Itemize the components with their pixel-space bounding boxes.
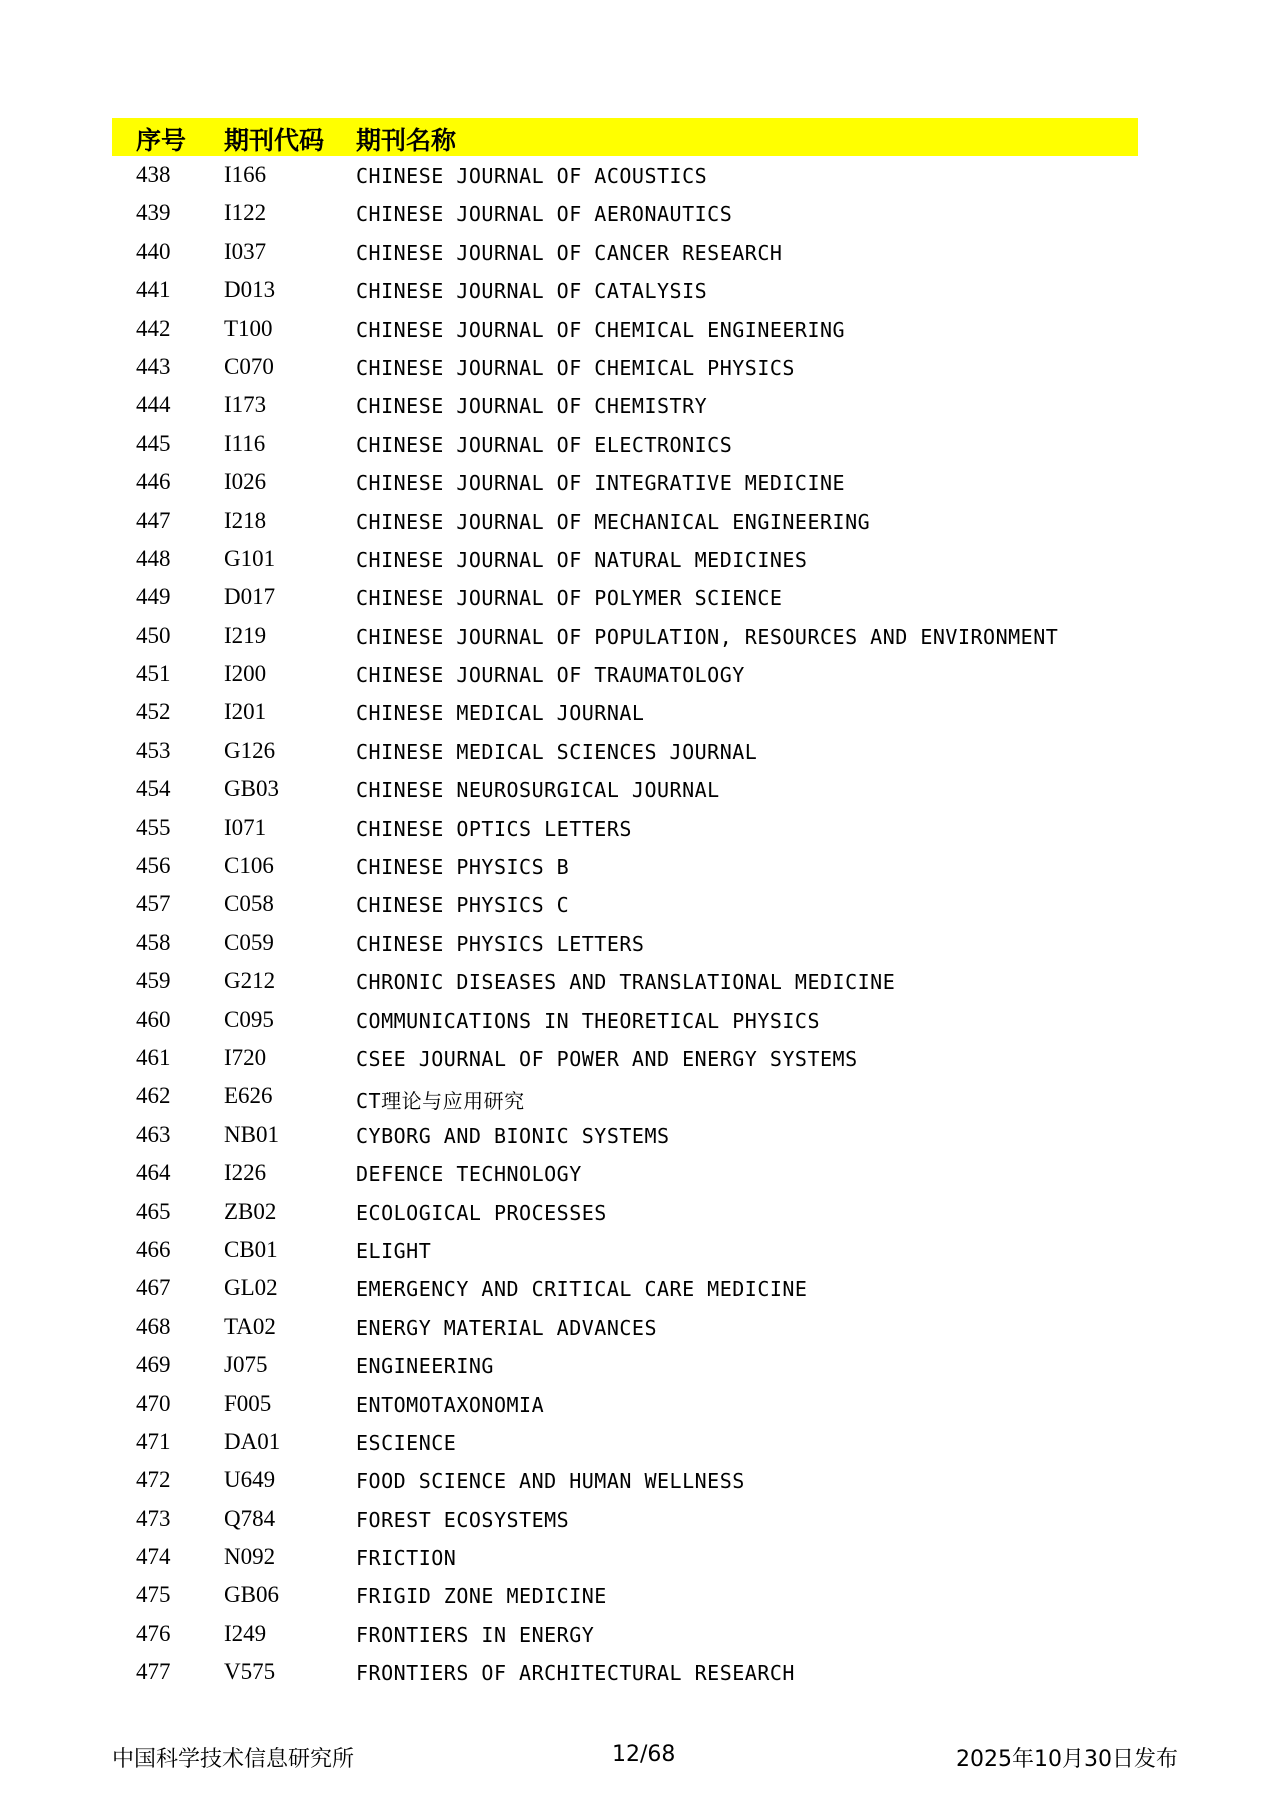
row-code: I249 [224,1620,267,1646]
row-journal-name: CYBORG AND BIONIC SYSTEMS [356,1123,670,1148]
row-code: G101 [224,545,276,571]
row-seq: 444 [136,392,171,418]
row-seq: 471 [136,1428,171,1454]
row-journal-name: FRIGID ZONE MEDICINE [356,1584,607,1609]
row-seq: 476 [136,1620,171,1646]
row-journal-name: CHINESE JOURNAL OF NATURAL MEDICINES [356,547,808,572]
table-row [112,1348,1138,1386]
row-journal-name: CSEE JOURNAL OF POWER AND ENERGY SYSTEMS [356,1046,858,1071]
row-journal-name: ESCIENCE [356,1430,457,1455]
row-code: F005 [224,1390,272,1416]
row-code: I071 [224,814,267,840]
row-seq: 457 [136,891,171,917]
row-seq: 460 [136,1006,171,1032]
row-seq: 464 [136,1160,171,1186]
row-journal-name: CT理论与应用研究 [356,1089,525,1114]
row-journal-name: CHINESE JOURNAL OF MECHANICAL ENGINEERING [356,509,871,534]
row-journal-name: CHINESE JOURNAL OF CHEMICAL ENGINEERING [356,317,846,342]
row-seq: 475 [136,1582,171,1608]
row-code: C058 [224,891,274,917]
row-journal-name: FOREST ECOSYSTEMS [356,1507,570,1532]
table-row [112,427,1138,465]
row-journal-name: CHINESE MEDICAL SCIENCES JOURNAL [356,739,758,764]
row-seq: 455 [136,814,171,840]
row-journal-name: ENGINEERING [356,1354,494,1379]
row-journal-name: ENERGY MATERIAL ADVANCES [356,1315,657,1340]
row-seq: 441 [136,277,171,303]
row-code: C106 [224,853,274,879]
row-code: GB03 [224,776,279,802]
table-row [112,1617,1138,1655]
row-seq: 473 [136,1505,171,1531]
row-code: T100 [224,315,273,341]
table-row [112,388,1138,426]
table-row [112,1118,1138,1156]
row-code: I720 [224,1044,267,1070]
row-code: ZB02 [224,1198,277,1224]
row-journal-name: CHINESE JOURNAL OF CANCER RESEARCH [356,240,783,265]
row-seq: 450 [136,622,171,648]
row-seq: 438 [136,162,171,187]
table-row [112,887,1138,925]
footer-date: 2025年10月30日发布 [956,1747,1178,1772]
table-row [112,1041,1138,1079]
row-code: I219 [224,622,267,648]
row-code: U649 [224,1467,276,1493]
row-code: G126 [224,737,276,763]
table-row [112,849,1138,887]
row-seq: 474 [136,1544,171,1570]
table-row [112,1655,1138,1693]
table-row [112,1156,1138,1194]
table-row [112,1195,1138,1233]
row-journal-name: CHINESE JOURNAL OF ACOUSTICS [356,164,708,188]
row-seq: 459 [136,968,171,994]
row-journal-name: EMERGENCY AND CRITICAL CARE MEDICINE [356,1277,808,1302]
row-code: I226 [224,1160,267,1186]
row-code: GL02 [224,1275,278,1301]
row-code: I200 [224,661,267,687]
table-row [112,350,1138,388]
row-journal-name: CHINESE OPTICS LETTERS [356,816,632,841]
row-seq: 445 [136,430,171,456]
table-row [112,964,1138,1002]
table-row [112,1079,1138,1117]
table-row [112,312,1138,350]
row-seq: 453 [136,737,171,763]
row-code: C070 [224,353,274,379]
row-journal-name: CHINESE PHYSICS C [356,893,570,918]
row-seq: 442 [136,315,171,341]
table-row [112,811,1138,849]
row-journal-name: CHINESE JOURNAL OF POLYMER SCIENCE [356,586,783,611]
row-seq: 439 [136,200,171,226]
table-row [112,772,1138,810]
row-journal-name: CHINESE JOURNAL OF INTEGRATIVE MEDICINE [356,471,846,496]
row-seq: 469 [136,1352,171,1378]
table-row [112,465,1138,503]
row-journal-name: CHINESE PHYSICS LETTERS [356,931,645,956]
row-journal-name: FRONTIERS OF ARCHITECTURAL RESEARCH [356,1661,795,1686]
row-code: CB01 [224,1236,278,1262]
row-journal-name: FRONTIERS IN ENERGY [356,1622,595,1647]
table-row [112,1578,1138,1616]
row-seq: 447 [136,507,171,533]
row-journal-name: CHINESE JOURNAL OF TRAUMATOLOGY [356,663,745,688]
footer-page-number: 12/68 [612,1742,676,1767]
row-journal-name: CHINESE PHYSICS B [356,855,570,880]
row-code: V575 [224,1659,276,1685]
row-code: J075 [224,1352,268,1378]
row-seq: 456 [136,853,171,879]
header-name: 期刊名称 [356,126,457,155]
table-row [112,235,1138,273]
row-journal-name: CHINESE JOURNAL OF CATALYSIS [356,279,708,304]
row-code: NB01 [224,1121,279,1147]
table-row [112,504,1138,542]
row-code: I116 [224,430,266,456]
table-row [112,196,1138,234]
row-journal-name: FRICTION [356,1546,457,1571]
row-code: D017 [224,584,276,610]
row-code: N092 [224,1544,276,1570]
row-seq: 449 [136,584,171,610]
row-code: C059 [224,929,274,955]
table-row [112,926,1138,964]
header-seq: 序号 [136,126,187,155]
row-code: G212 [224,968,276,994]
row-seq: 458 [136,929,171,955]
row-code: D013 [224,277,276,303]
header-code: 期刊代码 [224,126,325,155]
row-journal-name: CHRONIC DISEASES AND TRANSLATIONAL MEDICINE [356,970,896,995]
row-seq: 440 [136,238,171,264]
row-seq: 465 [136,1198,171,1224]
table-row [112,1463,1138,1501]
table-row [112,1003,1138,1041]
table-row [112,1271,1138,1309]
row-seq: 452 [136,699,171,725]
row-code: I201 [224,699,267,725]
row-seq: 470 [136,1390,171,1416]
row-code: GB06 [224,1582,279,1608]
row-code: DA01 [224,1428,281,1454]
table-row [112,1310,1138,1348]
row-code: I037 [224,238,267,264]
row-seq: 462 [136,1083,171,1109]
row-seq: 454 [136,776,171,802]
table-row [112,158,1138,196]
row-code: I218 [224,507,267,533]
row-journal-name: FOOD SCIENCE AND HUMAN WELLNESS [356,1469,745,1494]
table-body [112,158,1138,1694]
row-journal-name: CHINESE MEDICAL JOURNAL [356,701,645,726]
table-row [112,695,1138,733]
row-seq: 463 [136,1121,171,1147]
table-row [112,619,1138,657]
row-journal-name: CHINESE JOURNAL OF CHEMISTRY [356,394,708,419]
row-code: I173 [224,392,267,418]
table-header [112,118,1138,156]
table-row [112,273,1138,311]
row-code: Q784 [224,1505,276,1531]
row-seq: 461 [136,1044,171,1070]
row-journal-name: CHINESE JOURNAL OF ELECTRONICS [356,432,733,457]
table-row [112,734,1138,772]
row-code: I122 [224,200,267,226]
row-journal-name: CHINESE JOURNAL OF POPULATION, RESOURCES AND ENVIRONMENT [356,624,1059,649]
row-journal-name: CHINESE JOURNAL OF CHEMICAL PHYSICS [356,355,795,380]
row-journal-name: CHINESE NEUROSURGICAL JOURNAL [356,778,720,803]
row-code: C095 [224,1006,274,1032]
row-code: TA02 [224,1313,276,1339]
footer-publisher: 中国科学技术信息研究所 [112,1747,355,1772]
row-seq: 468 [136,1313,171,1339]
row-seq: 477 [136,1659,171,1685]
table-row [112,1387,1138,1425]
row-code: I166 [224,162,267,187]
row-journal-name: ELIGHT [356,1238,432,1263]
row-code: I026 [224,469,267,495]
table-row [112,1425,1138,1463]
row-journal-name: ECOLOGICAL PROCESSES [356,1200,607,1225]
row-journal-name: CHINESE JOURNAL OF AERONAUTICS [356,202,733,227]
row-seq: 466 [136,1236,171,1262]
row-journal-name: COMMUNICATIONS IN THEORETICAL PHYSICS [356,1008,821,1033]
table-row [112,542,1138,580]
row-seq: 446 [136,469,171,495]
row-journal-name: DEFENCE TECHNOLOGY [356,1162,582,1187]
row-code: E626 [224,1083,273,1109]
row-journal-name: ENTOMOTAXONOMIA [356,1392,545,1417]
row-seq: 448 [136,545,171,571]
row-seq: 451 [136,661,171,687]
table-row [112,580,1138,618]
table-row [112,657,1138,695]
row-seq: 467 [136,1275,171,1301]
table-row [112,1502,1138,1540]
row-seq: 472 [136,1467,171,1493]
row-seq: 443 [136,353,171,379]
table-row [112,1233,1138,1271]
table-row [112,1540,1138,1578]
